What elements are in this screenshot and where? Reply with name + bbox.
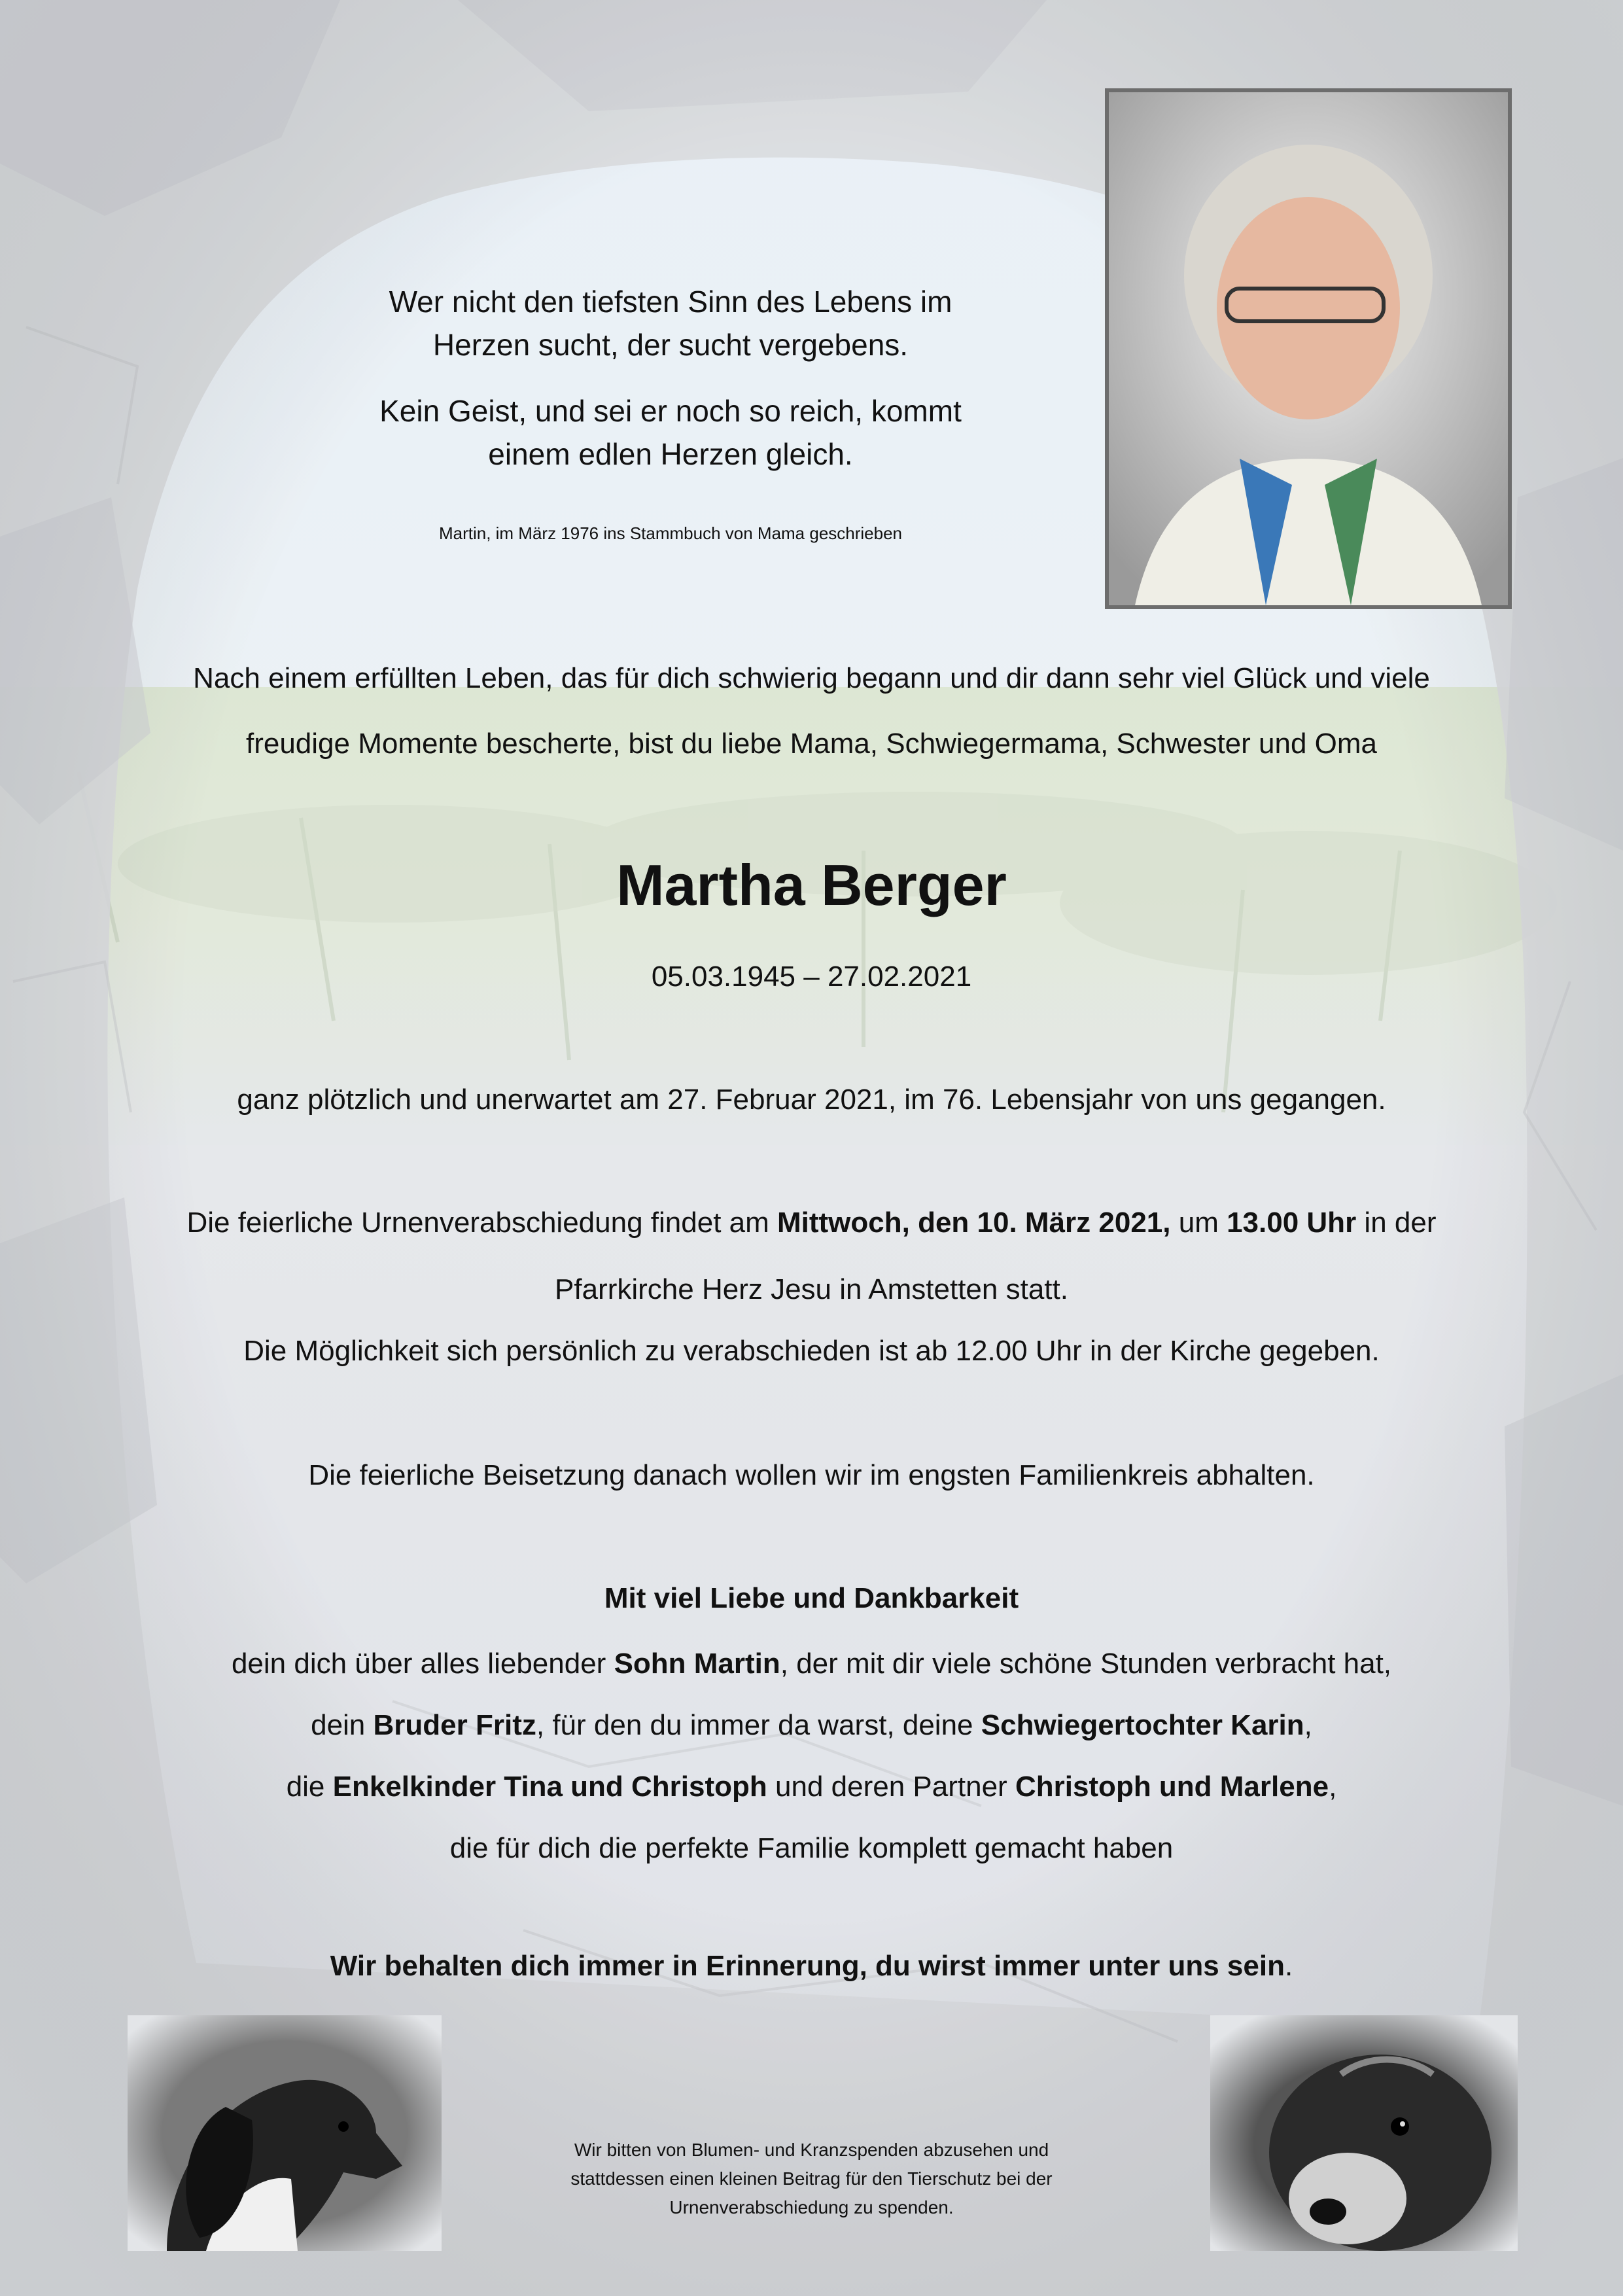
portrait-photo-icon bbox=[1109, 92, 1508, 605]
quote-line-1: Wer nicht den tiefsten Sinn des Lebens im bbox=[389, 285, 952, 319]
donation-line-1: Wir bitten von Blumen- und Kranzspenden abzusehen und bbox=[574, 2140, 1049, 2160]
family-text: die bbox=[286, 1771, 333, 1803]
family-brother: Bruder Fritz bbox=[373, 1709, 536, 1741]
family-text: , der mit dir viele schöne Stunden verbracht hat, bbox=[780, 1648, 1392, 1680]
portrait-photo bbox=[1105, 88, 1512, 609]
ceremony-line-1 bbox=[0, 1207, 1623, 1239]
family-text: dein bbox=[311, 1709, 374, 1741]
ceremony-time: 13.00 Uhr bbox=[1227, 1207, 1357, 1239]
family-line-4: die für dich die perfekte Familie komplett gemacht haben bbox=[449, 1832, 1174, 1864]
family-partners: Christoph und Marlene bbox=[1015, 1771, 1329, 1803]
family-text: , bbox=[1304, 1709, 1312, 1741]
ceremony-text: Die feierliche Urnenverabschiedung findet am bbox=[186, 1207, 777, 1239]
family-text: dein dich über alles liebender bbox=[231, 1648, 614, 1680]
ceremony-text: in der bbox=[1356, 1207, 1437, 1239]
quote-attribution: Martin, im März 1976 ins Stammbuch von Mama geschrieben bbox=[438, 523, 903, 543]
ceremony-line-3: Die Möglichkeit sich persönlich zu verabschieden ist ab 12.00 Uhr in der Kirche gegeben. bbox=[243, 1335, 1380, 1367]
deceased-name: Martha Berger bbox=[616, 853, 1007, 917]
quote-line-4: einem edlen Herzen gleich. bbox=[488, 437, 853, 471]
passing-text: ganz plötzlich und unerwartet am 27. Februar 2021, im 76. Lebensjahr von uns gegangen. bbox=[237, 1084, 1386, 1116]
ceremony-day: Mittwoch, den 10. März 2021, bbox=[777, 1207, 1171, 1239]
closing-text: Wir behalten dich immer in Erinnerung, du wirst immer unter uns sein bbox=[330, 1950, 1285, 1982]
intro-line-2: freudige Momente bescherte, bist du liebe Mama, Schwiegermama, Schwester und Oma bbox=[245, 728, 1378, 760]
deceased-dates: 05.03.1945 – 27.02.2021 bbox=[651, 961, 972, 993]
family-line-1 bbox=[0, 1648, 1623, 1680]
family-text: , für den du immer da warst, deine bbox=[536, 1709, 981, 1741]
donation-line-3: Urnenverabschiedung zu spenden. bbox=[669, 2197, 954, 2217]
family-text: , bbox=[1329, 1771, 1337, 1803]
family-heading: Mit viel Liebe und Dankbarkeit bbox=[604, 1582, 1019, 1614]
family-line-2 bbox=[0, 1709, 1623, 1742]
intro-line-1: Nach einem erfüllten Leben, das für dich schwierig begann und dir dann sehr viel Glück und viele bbox=[193, 662, 1430, 694]
family-daughter-in-law: Schwiegertochter Karin bbox=[981, 1709, 1304, 1741]
family-son: Sohn Martin bbox=[614, 1648, 780, 1680]
donation-line-2: stattdessen einen kleinen Beitrag für den Tierschutz bei der bbox=[570, 2168, 1053, 2189]
closing-line bbox=[0, 1950, 1623, 1983]
quote-line-2: Herzen sucht, der sucht vergebens. bbox=[432, 328, 909, 362]
family-text: und deren Partner bbox=[767, 1771, 1015, 1803]
ceremony-text: um bbox=[1170, 1207, 1227, 1239]
closing-period: . bbox=[1284, 1950, 1293, 1982]
family-line-3 bbox=[0, 1771, 1623, 1803]
quote-line-3: Kein Geist, und sei er noch so reich, kommt bbox=[379, 394, 962, 428]
burial-text: Die feierliche Beisetzung danach wollen wir im engsten Familienkreis abhalten. bbox=[308, 1459, 1315, 1491]
ceremony-line-2: Pfarrkirche Herz Jesu in Amstetten statt. bbox=[555, 1273, 1068, 1305]
family-grandchildren: Enkelkinder Tina und Christoph bbox=[332, 1771, 767, 1803]
